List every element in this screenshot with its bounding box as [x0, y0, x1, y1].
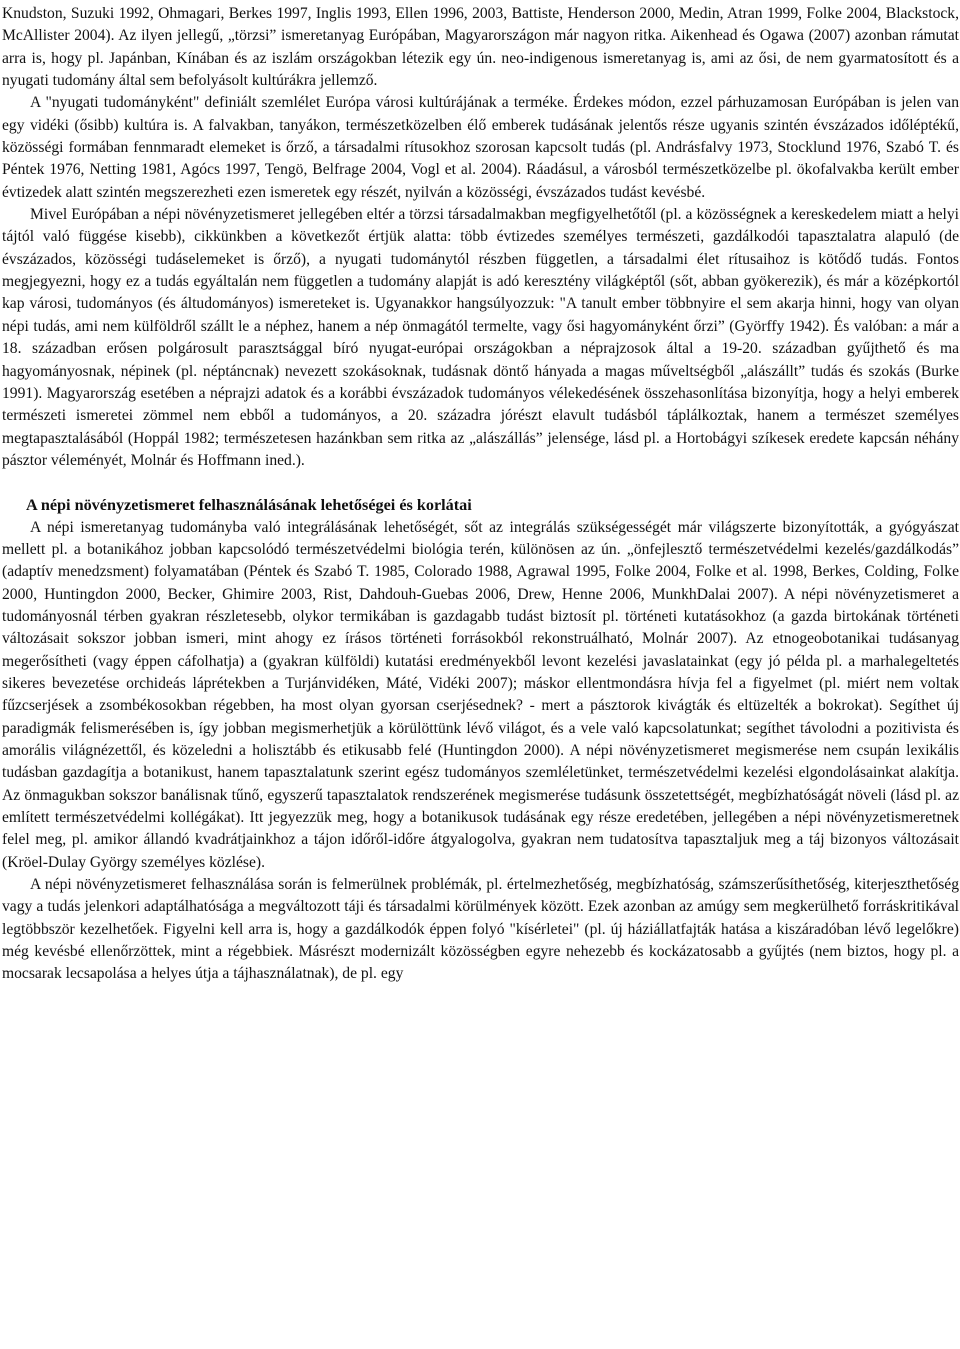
body-paragraph-2: A "nyugati tudományként" definiált szemlélet Európa városi kultúrájának a terméke. Érdekes módon, ezzel párhuzamosan Európában is jelen van egy vidéki (ősibb) kultúra is. A falvakban, tanyákon, természetközelben élő emberek tudásának jelentős része ugyanis szintén évszázados időléptékű, közösségi formában fennmaradt elemeket is őrző, a társadalmi rítusokhoz szorosan kapcsolt tudás (pl. Andrásfalvy 1973, Stocklund 1976, Szabó T. és Péntek 1976, Netting 1981, Agócs 1997, Tengö, Belfrage 2004, Vogl et al. 2004). Ráadásul, a városból természetközelbe pl. ökofalvakba került ember évtizedek alatt szintén megszerezheti ezen ismeretek egy részét, nyilván a közösségi, évszázados tudást kevésbé. — [2, 94, 959, 201]
body-paragraph-3: Mivel Európában a népi növényzetismeret jellegében eltér a törzsi társadalmakban megfigyelhetőtől (pl. a közösségnek a kereskedelem miatt a helyi tájtól való függése kisebb), cikkünkben a következőt értjük alatta: több évtizedes személyes természeti, gazdálkodói tapasztalatra alapuló (de évszázados, közösségi tudáselemeket is őrző), a nyugati tudománytól részben független, a társadalmi élet rítusaihoz is kötődő tudás. Fontos megjegyezni, hogy ez a tudás egyáltalán nem független a tudomány alapját is adó keresztény világképtől (sőt, abban gyökerezik), és már a középkortól kap városi, tudományos (és áltudományos) ismereteket is. Ugyanakkor hangsúlyozzuk: "A tanult ember többnyire el sem akarja hinni, hogy van olyan népi tudás, ami nem külföldről szállt le a néphez, hanem a nép önmagától termelte, vagy ősi hagyományként őrzi” (Györffy 1942). És valóban: a már a 18. században erősen polgárosult parasztsággal bíró nyugat-európai országokban a néprajzosok által a 19-20. században gyűjthető és ma hagyományosnak, népinek (pl. néptáncnak) nevezett szokásoknak, tudásnak döntő hányada a magas műveltségből „alászállt” tudás és szokás (Burke 1991). Magyarország esetében a néprajzi adatok és a korábbi évszázadok tudományos vélekedésének összehasonlítása bizonyítja, hogy a helyi emberek természeti ismeretei zömmel nem ebből a tudományos, a 20. századra jórészt elavult tudásból táplálkoztak, hanem a természet személyes megtapasztalásából (Hoppál 1982; természetesen hazánkban sem ritka az „alászállás” jelensége, lásd pl. a Hortobágyi szíkesek eredete kapcsán néhány pásztor véleményét, Molnár és Hoffmann ined.). — [2, 206, 959, 469]
section-heading: A népi növényzetismeret felhasználásának lehetőségei és korlátai — [26, 496, 472, 515]
body-paragraph-4: A népi ismeretanyag tudományba való integrálásának lehetőségét, sőt az integrálás szükségességét már világszerte bizonyították, a gyógyászat mellett pl. a botanikához jobban kapcsolódó természetvédelmi biológia terén, különösen az ún. „önfejlesztő természetvédelmi kezelés/gazdálkodás” (adaptív menedzsment) folyamatában (Péntek és Szabó T. 1985, Colorado 1988, Agrawal 1995, Folke 2004, Folke et al. 1998, Berkes, Colding, Folke 2000, Huntingdon 2000, Becker, Ghimire 2003, Rist, Dahdouh-Guebas 2006, Drew, Henne 2006, MunkhDalai 2007). A népi növényzetismeret a tudományosnál térben gyakran részletesebb, olykor termikában is gazdagabb tudást biztosít pl. történeti kutatásokhoz (a gazda birtokának történeti változásait sokszor jobban ismeri, mint ahogy ez írásos történeti forrásokból rekonstruálható, Molnár 2007). Az etnogeobotanikai tudásanyag megerősítheti (vagy éppen cáfolhatja) a (gyakran külföldi) kutatási eredményekből levont kezelési javaslatainkat (egy jó példa pl. a marhalegeltetés sikeres bevezetése orchideás láprétekben a Turjánvidéken, Máté, Vidéki 2007); máskor ellentmondásra hívja fel a figyelmet (pl. miért nem voltak fűzcserjések a zsombékosokban régebben, ha most olyan gyorsan cserjésednek? - mert a pásztorok kivágták és eltüzelték a bokrokat). Segíthet új paradigmák felismerésében is, így jobban megismerhetjük a körülöttünk lévő világot, és a vele való kapcsolatunkat; segíthet távolodni a pozitivista és amorális világnézettől, és közeledni a holisztább és etikusabb felé (Huntingdon 2000). A népi növényzetismeret megismerése nem csupán lexikális tudásban gazdagítja a botanikust, hanem tapasztalatunk szerint egész tudományos szemléletünket, természetvédelmi kezelési elgondolásainkat alakítja. Az önmagukban sokszor banálisnak tűnő, egyszerű tapasztalatok rendszerének megismerése tudásunk összetettségét, megbízhatóságát növeli (lásd pl. az említett természetvédelmi kollégákat). Itt jegyezzük meg, hogy a botanikusok tudásának egy része eredetében, jellegében a népi növényzetismeretnek felel meg, pl. amikor állandó kvadrátjainkhoz a tájon időről-időre átgyalogolva, gyakran nem tudatosítva tapasztaljuk meg a táj bizonyos változásait (Kröel-Dulay György személyes közlése). — [2, 518, 959, 871]
body-paragraph-5: A népi növényzetismeret felhasználása során is felmerülnek problémák, pl. értelmezhetőség, megbízhatóság, számszerűsíthetőség, kiterjeszthetőség vagy a tudás jelenkori adaptálhatósága a megváltozott táji és társadalmi körülmények között. Ezek azonban az amúgy sem megkerülhető forráskritikával legtöbbször kezelhetőek. Figyelni kell arra is, hogy a gazdálkodók éppen folyó "kísérletei" (pl. új háziállatfajták hatása a kiszáradóban lévő legelőkre) még kevésbé ellenőrzöttek, mint a régebbiek. Másrészt modernizált közösségben egyre nehezebb és kockázatosabb a gyűjtés (nem biztos, hogy pl. a mocsarak lecsapolása a helyes útja a tájhasználatnak), de pl. egy — [2, 876, 959, 983]
body-paragraph-1: Knudston, Suzuki 1992, Ohmagari, Berkes 1997, Inglis 1993, Ellen 1996, 2003, Battiste, Henderson 2000, Medin, Atran 1999, Folke 2004, Blackstock, McAllister 2004). Az ilyen jellegű, „törzsi” ismeretanyag Európában, Magyarországon már nagyon ritka. Aikenhead és Ogawa (2007) azonban rámutat arra is, hogy pl. Japánban, Kínában és az iszlám országokban létezik egy ún. neo-indigenous ismeretanyag is, ami az ősi, de nem gyarmatosított és a nyugati tudomány által sem befolyásolt kultúrákra jellemző. — [2, 5, 959, 90]
